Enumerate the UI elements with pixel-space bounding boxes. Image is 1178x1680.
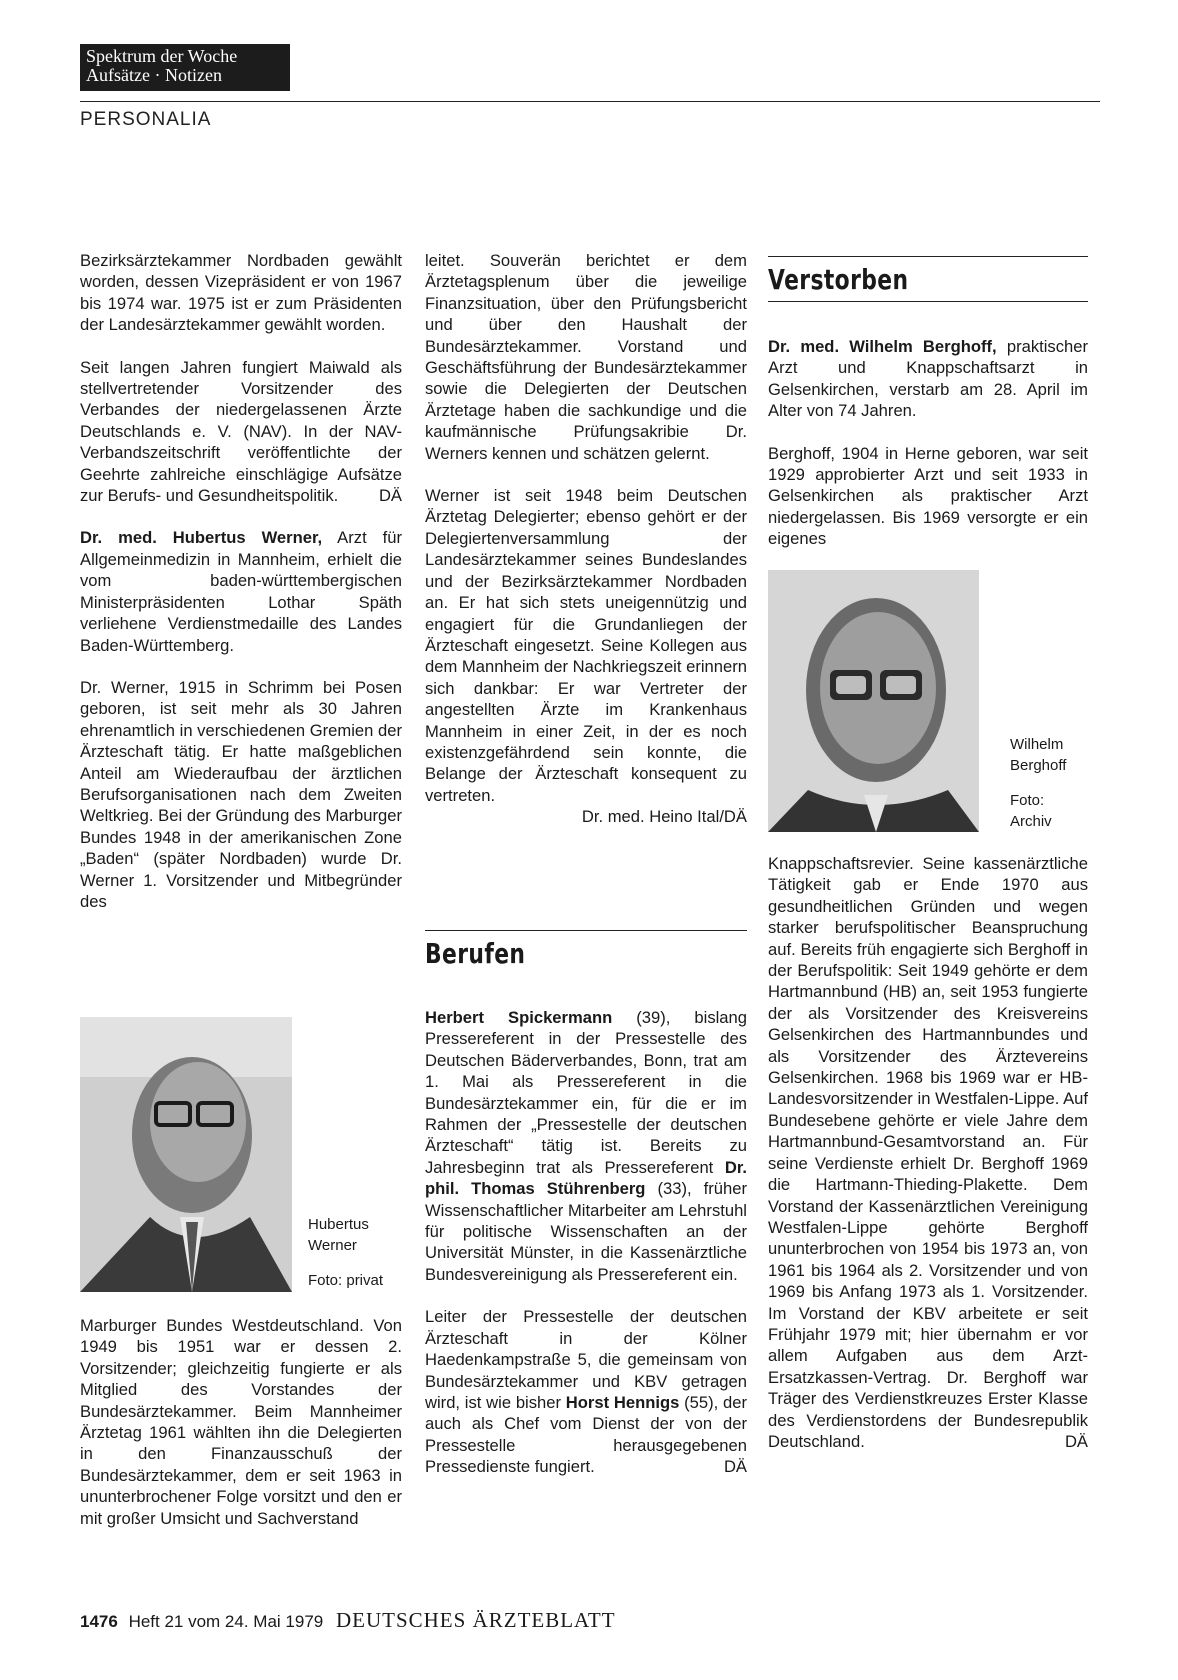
col2-paragraph-4: [425, 1306, 747, 1477]
issue-info: Heft 21 vom 24. Mai 1979: [128, 1612, 324, 1631]
verstorben-heading-block: [768, 256, 1088, 302]
section-label: PERSONALIA: [80, 109, 212, 130]
journal-section-box: [80, 44, 290, 91]
page-footer: [80, 1608, 616, 1633]
col3-paragraph-1-text: praktischer Arzt und Knappschaftsarzt in Gelsenkirchen, verstarb am 28. April im Alter von 74 Jahren.: [768, 337, 1089, 421]
column-3-continued: [768, 853, 1088, 1452]
section-heading-berufen: Berufen: [425, 937, 526, 970]
publication-name: DEUTSCHES ÄRZTEBLATT: [335, 1608, 616, 1632]
col3-signature-da: DÄ: [1064, 1431, 1088, 1451]
col3-paragraph-3-text: Knappschaftsrevier. Seine kassenärztliche Tätigkeit gab er Ende 1970 aus gesundheitlichen Gründen und wegen starker berufspolitischer Beanspruchung auf. Bereits früh engagierte sich Berghoff in der Berufspolitik: Seit 1949 gehörte er dem Hartmannbund (HB) an, seit 1953 fungierte der als Vorsitzender des Kreisvereins Gelsenkirchen des Hartmannbundes und als Vorsitzender des Ärztevereins Gelsenkirchen. 1968 bis 1969 war er HB-Landesvorsitzender in Westfalen-Lippe. Auf Bundesebene gehörte er viele Jahre dem Hartmannbund-Gesamtvorstand an. Für seine Verdienste erhielt Dr. Berghoff 1969 die Hartmann-Thieding-Plakette. Dem Vorstand der Kassenärztlichen Vereinigung Westfalen-Lippe gehörte Berghoff ununterbrochen von 1954 bis 1973 an, von 1961 bis 1964 als 2. Vorsitzender und von 1969 bis Anfang 1973 als 1. Vorsitzender. Im Vorstand der KBV arbeitete er seit Frühjahr 1979 mit; hier übernahm er vor allem Aufgaben aus dem Arzt-Ersatzkassen-Vertrag. Dr. Berghoff war Träger des Verdienstkreuzes Erster Klasse des Verdienstordens der Bundesrepublik Deutschland.: [768, 854, 1088, 1451]
journal-section-line1: Spektrum der Woche: [86, 46, 238, 66]
col1-paragraph-5: Marburger Bundes Westdeutschland. Von 1949 bis 1951 war er dessen 2. Vorsitzender; gleichzeitig fungierte er als Mitglied des Vorstandes der Bundesärztekammer. Beim Mannheimer Ärztetag 1961 wählten ihn die Delegierten in den Finanzausschuß der Bundesärztekammer, dem er seit 1963 in ununterbrochener Folge vorsitzt und den er mit großer Umsicht und Sachverstand: [80, 1316, 402, 1528]
col3-paragraph-2: Berghoff, 1904 in Herne geboren, war seit 1929 approbierter Arzt und seit 1933 in Gelsenkirchen als praktischer Arzt niedergelassen. Bis 1969 versorgte er ein eigenes: [768, 443, 1088, 549]
col2-paragraph-2: Werner ist seit 1948 beim Deutschen Ärztetag Delegierter; ebenso gehört er der Delegiertenversammlung der Landesärztekammer seines Bundeslandes und der Bezirksärztekammer Nordbaden an. Er hat sich stets uneigennützig und engagiert für die Grundanliegen der Ärzteschaft eingesetzt. Seine Kollegen aus dem Mannheim der Nachkriegszeit erinnern sich dankbar: Er war Vertreter der angestellten Ärzte im Krankenhaus Mannheim in einer Zeit, in der es noch existenzgefährdend sein konnte, die Belange der Ärzteschaft konsequent zu vertreten.: [425, 486, 747, 805]
col2-paragraph-4a: Leiter der Pressestelle der deutschen Ärzteschaft in der Kölner Haedenkampstraße 5, die gemeinsam von Bundesärztekammer und KBV getragen wird, ist wie bisher: [425, 1307, 747, 1412]
caption-werner-line2: Werner: [308, 1237, 357, 1254]
person-name-berghoff: Dr. med. Wilhelm Berghoff,: [768, 337, 997, 356]
caption-berghoff-line1: Wilhelm: [1010, 736, 1064, 753]
column-3: [768, 336, 1088, 550]
col2-paragraph-1: leitet. Souverän berichtet er dem Ärztetagsplenum über die jeweilige Finanzsituation, über den Prüfungsbericht und über den Haushalt der Bundesärztekammer. Vorstand und Geschäftsführung der Bundesärztekammer sowie die Delegierten der Deutschen Ärztetage haben die sachkundige und die kaufmännische Prüfungsakribie Dr. Werners kennen und schätzen gelernt.: [425, 251, 747, 463]
col1-paragraph-3: [80, 527, 402, 655]
col3-paragraph-1: [768, 336, 1088, 422]
photo-caption-werner: [308, 1214, 383, 1291]
col2-signature-ital: Dr. med. Heino Ital/DÄ: [581, 807, 747, 827]
person-name-hennigs: Horst Hennigs: [565, 1392, 680, 1412]
berufen-heading-block: [425, 930, 747, 975]
col3-paragraph-3: [768, 853, 1088, 1452]
col2-signature-da: DÄ: [723, 1457, 747, 1477]
photo-credit-werner: Foto: privat: [308, 1272, 384, 1289]
photo-hubertus-werner: [80, 1017, 292, 1292]
column-2: [425, 250, 747, 828]
col1-paragraph-3-text: Arzt für Allgemeinmedizin in Mannheim, erhielt die vom baden-württembergischen Ministerpräsidenten Lothar Späth verliehene Verdienstmedaille des Landes Baden-Württemberg.: [80, 528, 403, 655]
person-name-werner: Dr. med. Hubertus Werner,: [80, 528, 323, 548]
photo-credit-berghoff-source: Archiv: [1010, 813, 1052, 830]
caption-berghoff-line2: Berghoff: [1010, 757, 1067, 774]
photo-wilhelm-berghoff: [768, 570, 979, 832]
col2-paragraph-3: [425, 1007, 747, 1285]
col1-paragraph-4: Dr. Werner, 1915 in Schrimm bei Posen geboren, ist seit mehr als 30 Jahren ehrenamtlich in verschiedenen Gremien der Ärzteschaft tätig. Er hatte maßgeblichen Anteil am Wiederaufbau der ärztlichen Berufsorganisationen nach dem Zweiten Weltkrieg. Bei der Gründung des Marburger Bundes 1948 in der amerikanischen Zone „Baden“ (später Nordbaden) wurde Dr. Werner 1. Vorsitzender und Mitbegründer des: [80, 677, 402, 911]
caption-werner-line1: Hubertus: [308, 1216, 369, 1233]
section-heading-verstorben: Verstorben: [768, 263, 909, 296]
header-rule: [80, 101, 1100, 102]
page-number: 1476: [80, 1612, 118, 1631]
col1-paragraph-2-signature: DÄ: [378, 486, 402, 506]
person-name-stuehrenberg: Dr. phil. Thomas Stührenberg: [425, 1157, 747, 1199]
person-name-spickermann: Herbert Spickermann: [425, 1008, 613, 1027]
column-1: [80, 250, 402, 912]
col1-paragraph-1: Bezirksärztekammer Nordbaden gewählt worden, dessen Vizepräsident er von 1967 bis 1974 war. 1975 ist er zum Präsidenten der Landesärztekammer gewählt worden.: [80, 251, 402, 335]
col2-paragraph-4b: (55), der auch als Chef vom Dienst der von der Pressestelle herausgegebenen Pressedienste fungiert.: [425, 1392, 747, 1477]
col1-paragraph-2-text: Seit langen Jahren fungiert Maiwald als stellvertretender Vorsitzender des Verbandes der niedergelassenen Ärzte Deutschlands e. V. (NAV). In der NAV-Verbandszeitschrift veröffentlichte der Geehrte zahlreiche einschlägige Aufsätze zur Berufs- und Gesundheitspolitik.: [80, 357, 402, 506]
col2-paragraph-3b: (33), früher Wissenschaftlicher Mitarbeiter am Lehrstuhl für politische Wissenschaften an der Universität Münster, in die Kassenärztliche Bundesvereinigung als Pressereferent ein.: [425, 1179, 747, 1284]
column-1-continued: [80, 1315, 402, 1529]
photo-credit-berghoff-label: Foto:: [1010, 792, 1045, 809]
photo-caption-berghoff: [1010, 734, 1066, 832]
journal-section-line2: Aufsätze · Notizen: [86, 65, 222, 85]
col2-paragraph-3a: (39), bislang Pressereferent in der Pressestelle des Deutschen Bäderverbandes, Bonn, trat am 1. Mai als Pressereferent in die Bundesärztekammer ein, für die er im Rahmen der „Pressestelle der deutschen Ärzteschaft“ tätig ist. Bereits zu Jahresbeginn trat als Pressereferent: [425, 1008, 747, 1177]
col1-paragraph-2: [80, 357, 402, 507]
column-2-berufen: [425, 1007, 747, 1478]
